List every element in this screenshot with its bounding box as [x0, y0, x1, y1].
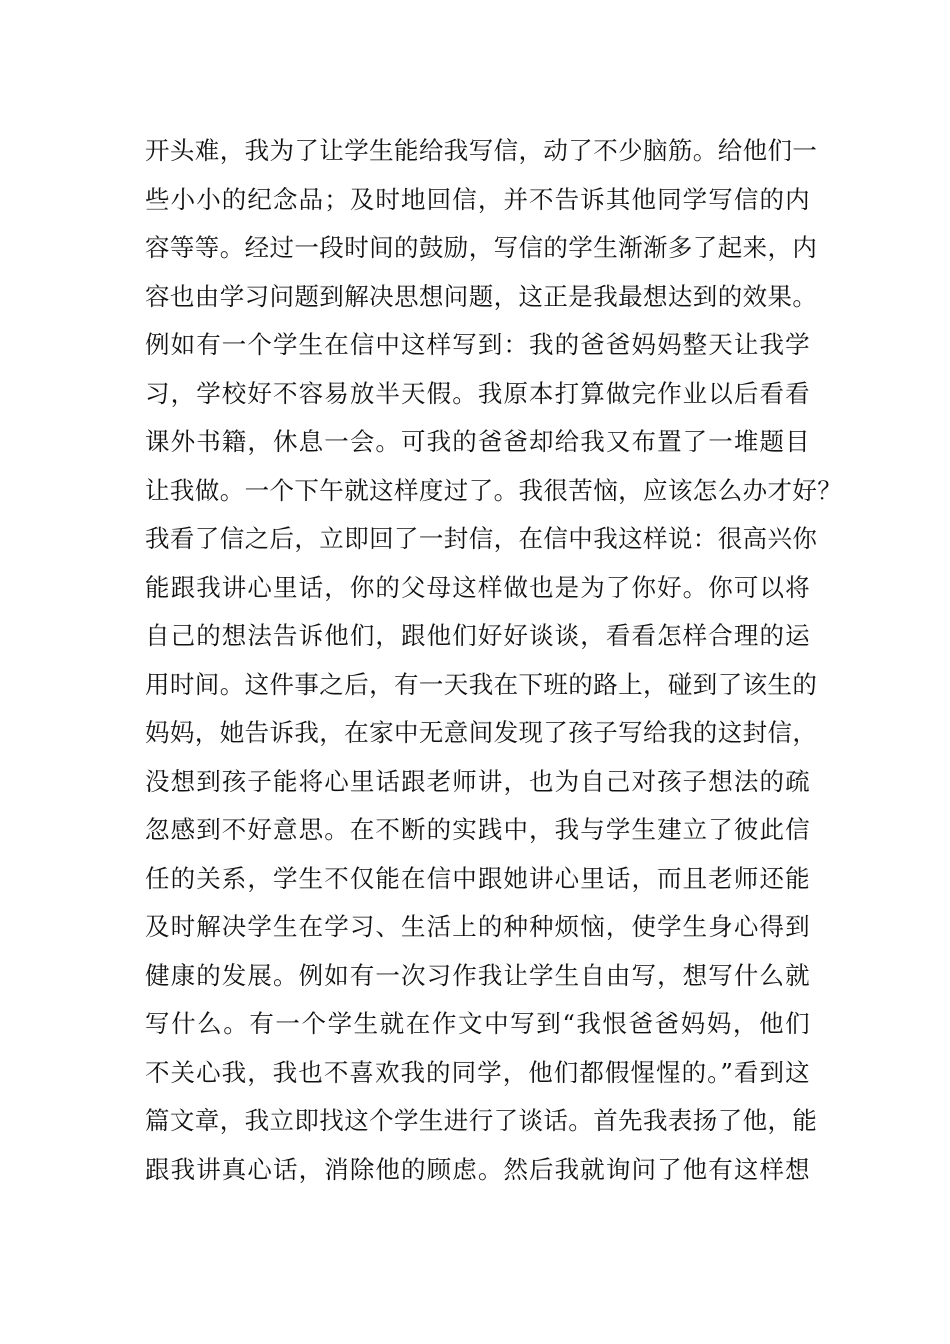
- text-line: 例如有一个学生在信中这样写到：我的爸爸妈妈整天让我学: [145, 330, 810, 359]
- text-line: 我看了信之后，立即回了一封信，在信中我这样说：很高兴你: [145, 524, 818, 553]
- text-line: 能跟我讲心里话，你的父母这样做也是为了你好。你可以将: [145, 572, 810, 602]
- text-line: 任的关系，学生不仅能在信中跟她讲心里话，而且老师还能: [145, 863, 810, 893]
- text-line: 些小小的纪念品；及时地回信，并不告诉其他同学写信的内: [145, 184, 810, 214]
- text-line: 自己的想法告诉他们，跟他们好好谈谈，看看怎样合理的运: [145, 621, 810, 650]
- text-line: 妈妈，她告诉我，在家中无意间发现了孩子写给我的这封信，: [145, 718, 818, 747]
- text-line: 习，学校好不容易放半天假。我原本打算做完作业以后看看: [145, 378, 810, 408]
- text-line: 篇文章，我立即找这个学生进行了谈话。首先我表扬了他，能: [145, 1106, 818, 1135]
- text-line: 容也由学习问题到解决思想问题，这正是我最想达到的效果。: [145, 281, 818, 311]
- text-line: 不关心我，我也不喜欢我的同学，他们都假惺惺的。”看到这: [145, 1057, 810, 1087]
- text-line: 健康的发展。例如有一次习作我让学生自由写，想写什么就: [145, 960, 810, 990]
- text-line: 让我做。一个下午就这样度过了。我很苦恼，应该怎么办才好？: [145, 475, 843, 505]
- text-line: 容等等。经过一段时间的鼓励，写信的学生渐渐多了起来，内: [145, 233, 818, 262]
- text-line: 课外书籍，休息一会。可我的爸爸却给我又布置了一堆题目: [145, 427, 810, 456]
- text-line: 跟我讲真心话，消除他的顾虑。然后我就询问了他有这样想: [145, 1154, 810, 1184]
- text-line: 写什么。有一个学生就在作文中写到“我恨爸爸妈妈，他们: [145, 1009, 810, 1038]
- text-line: 没想到孩子能将心里话跟老师讲，也为自己对孩子想法的疏: [145, 766, 810, 796]
- body-paragraph: [145, 127, 843, 1194]
- text-line: 忽感到不好意思。在不断的实践中，我与学生建立了彼此信: [145, 815, 810, 844]
- text-line: 用时间。这件事之后，有一天我在下班的路上，碰到了该生的: [145, 669, 818, 699]
- text-line: 开头难，我为了让学生能给我写信，动了不少脑筋。给他们一: [145, 136, 818, 165]
- text-line: 及时解决学生在学习、生活上的种种烦恼，使学生身心得到: [145, 912, 810, 941]
